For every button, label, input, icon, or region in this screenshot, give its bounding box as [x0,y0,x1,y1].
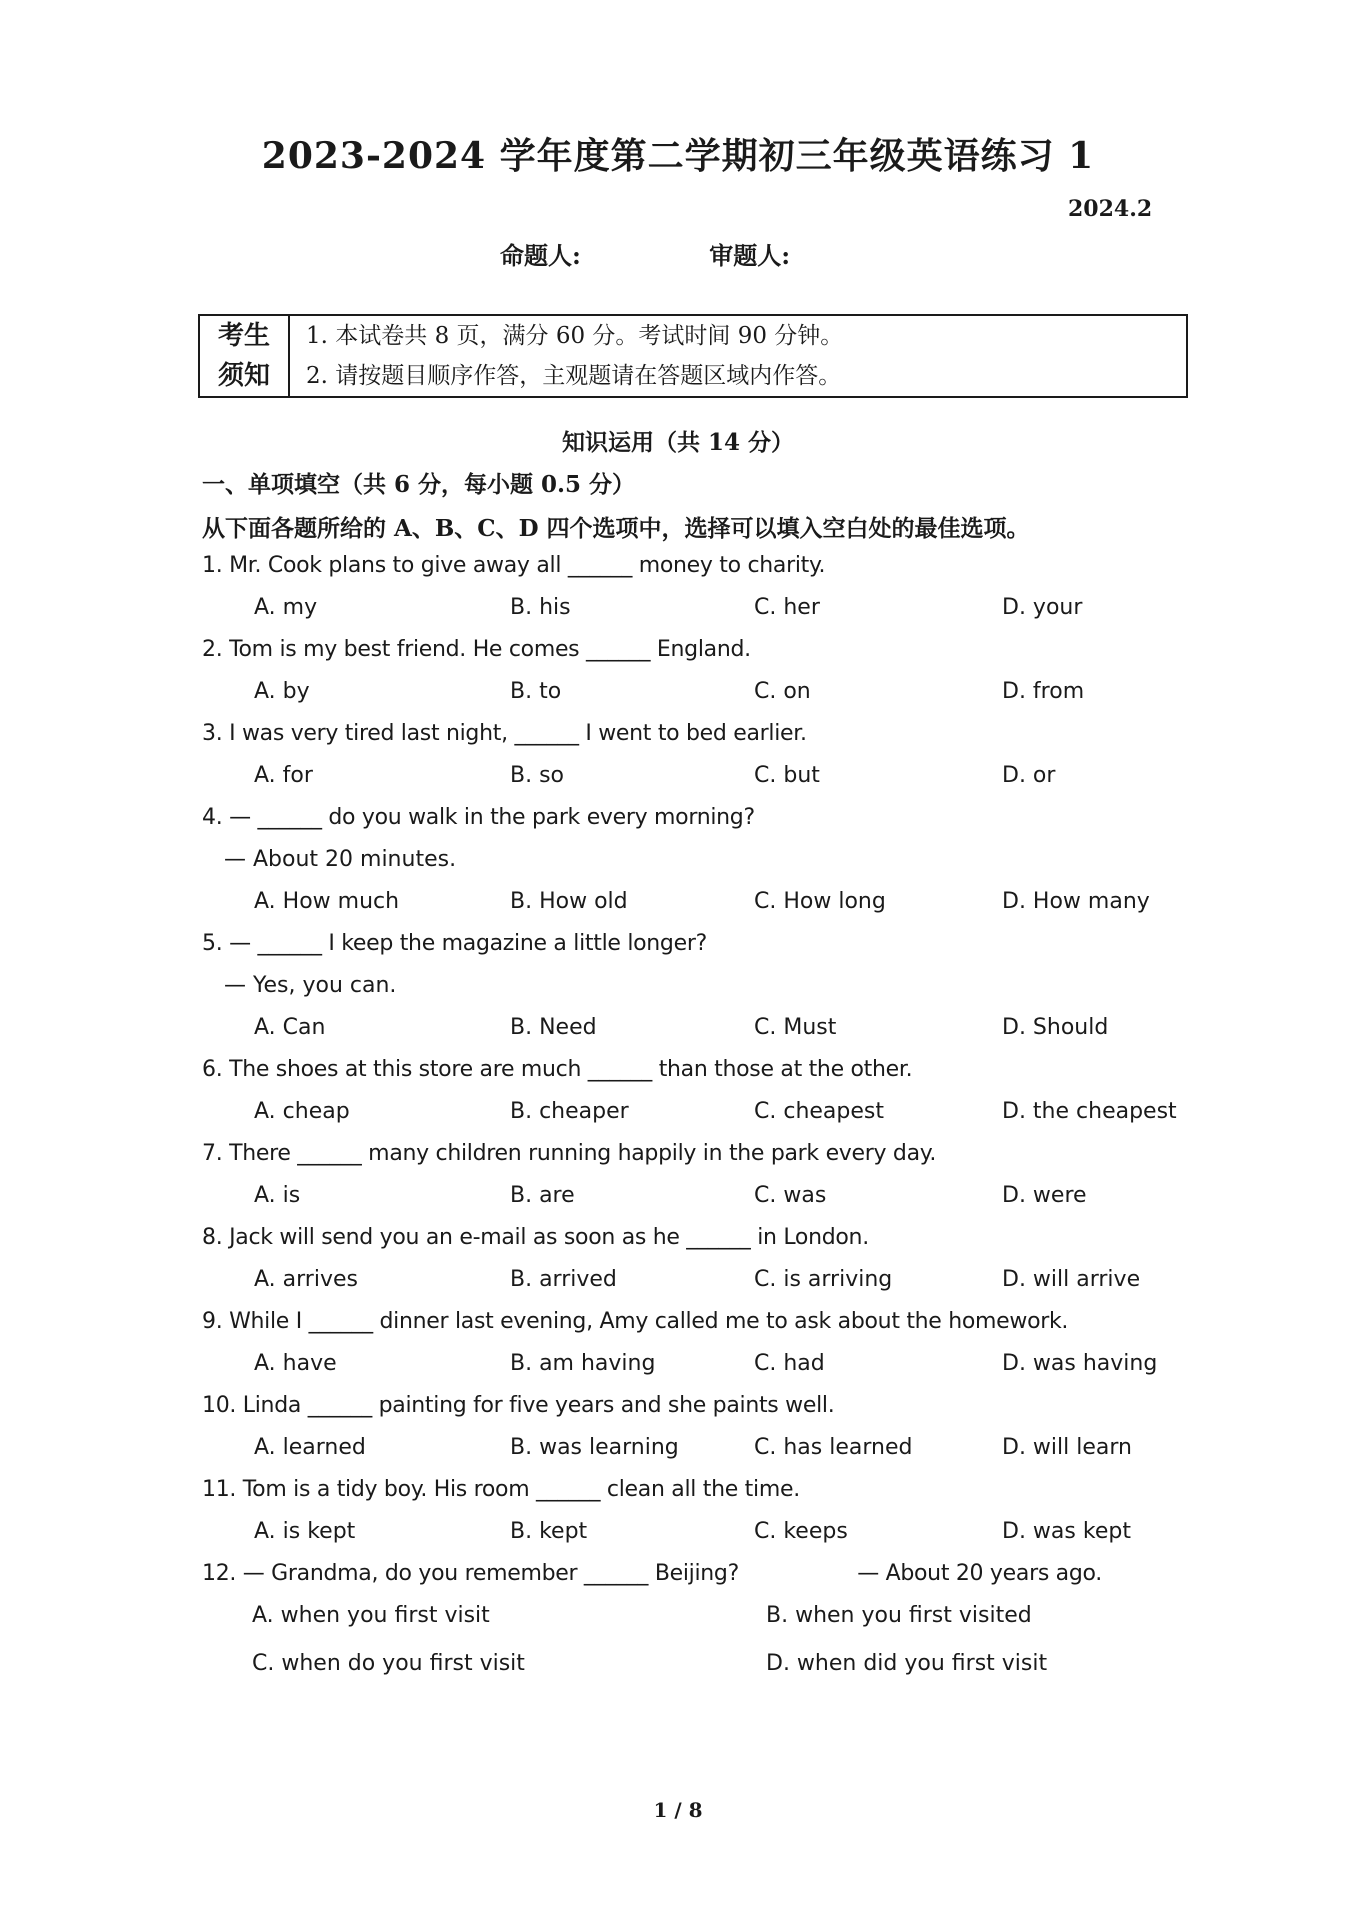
question [202,1306,1202,1390]
question [202,1138,1202,1222]
question-stem: 3. I was very tired last night, ______ I went to bed earlier. [202,721,807,746]
notice-label-line2: 须知 [217,361,270,391]
question-options [202,1096,1202,1138]
option-d: D. was kept [1002,1519,1131,1544]
question-stem: 6. The shoes at this store are much ______ than those at the other. [202,1057,913,1082]
option-b: B. are [510,1183,575,1208]
question-stem: 10. Linda ______ painting for five years and she paints well. [202,1393,835,1418]
option-c: C. has learned [754,1435,913,1460]
option-a: A. when you first visit [252,1603,490,1628]
question [202,718,1202,802]
question [202,634,1202,718]
option-c: C. was [754,1183,827,1208]
question [202,928,1202,1054]
question [202,1222,1202,1306]
notice-item: 2. 请按题目顺序作答，主观题请在答题区域内作答。 [306,363,842,389]
option-a: A. How much [254,889,400,914]
option-c: C. cheapest [754,1099,884,1124]
question-stem [202,1558,1202,1600]
option-a: A. for [254,763,313,788]
option-a: A. have [254,1351,337,1376]
option-d: D. How many [1002,889,1150,914]
option-c: C. on [754,679,811,704]
option-b: B. to [510,679,562,704]
question-options [202,886,1202,928]
option-a: A. cheap [254,1099,350,1124]
question-stem: 9. While I ______ dinner last evening, Amy called me to ask about the homework. [202,1309,1069,1334]
question-reply: — About 20 minutes. [224,847,457,872]
question-stem: 4. — ______ do you walk in the park every morning? [202,805,755,830]
option-a: A. is [254,1183,301,1208]
section-title: 知识运用（共 14 分） [561,429,795,456]
page-number: 1 / 8 [653,1798,703,1822]
option-b: B. Need [510,1015,597,1040]
option-c: C. Must [754,1015,837,1040]
option-c: C. when do you first visit [252,1651,525,1676]
option-a: A. by [254,679,310,704]
option-a: A. arrives [254,1267,358,1292]
option-a: A. Can [254,1015,326,1040]
option-d: D. will arrive [1002,1267,1141,1292]
option-d: D. Should [1002,1015,1109,1040]
question-stem: 11. Tom is a tidy boy. His room ______ clean all the time. [202,1477,800,1502]
authors-line [500,236,1100,271]
question-options [202,1600,1202,1648]
question-stem: 5. — ______ I keep the magazine a little longer? [202,931,707,956]
option-d: D. the cheapest [1002,1099,1177,1124]
exam-date: 2024.2 [1068,196,1153,222]
question-options [202,1012,1202,1054]
option-b: B. kept [510,1519,588,1544]
option-d: D. when did you first visit [766,1651,1048,1676]
question [202,802,1202,928]
option-b: B. am having [510,1351,656,1376]
option-b: B. cheaper [510,1099,629,1124]
option-a: A. learned [254,1435,366,1460]
option-d: D. were [1002,1183,1087,1208]
notice-label-line1: 考生 [217,321,270,351]
question-options [202,760,1202,802]
question-options [202,1432,1202,1474]
question-stem: 2. Tom is my best friend. He comes ______ England. [202,637,751,662]
question-options [202,676,1202,718]
option-a: A. is kept [254,1519,356,1544]
question [202,1390,1202,1474]
notice-label [200,316,290,396]
question [202,1474,1202,1558]
question-stem: 7. There ______ many children running happily in the park every day. [202,1141,937,1166]
option-d: D. your [1002,595,1083,620]
option-d: D. or [1002,763,1056,788]
option-c: C. but [754,763,820,788]
option-c: C. is arriving [754,1267,893,1292]
option-b: B. was learning [510,1435,679,1460]
option-b: B. so [510,763,565,788]
option-c: C. keeps [754,1519,848,1544]
option-a: A. my [254,595,318,620]
question-options [202,1264,1202,1306]
question [202,550,1202,634]
question-options [202,1516,1202,1558]
instruction: 从下面各题所给的 A、B、C、D 四个选项中，选择可以填入空白处的最佳选项。 [202,515,1030,542]
exam-title: 2023-2024 学年度第二学期初三年级英语练习 1 [261,135,1095,177]
option-b: B. his [510,595,571,620]
question-options [202,1648,1202,1696]
question [202,1054,1202,1138]
option-d: D. from [1002,679,1085,704]
notice-items [290,316,1186,396]
option-c: C. How long [754,889,886,914]
question-list [202,550,1202,1696]
option-b: B. when you first visited [766,1603,1032,1628]
author-label: 命题人: [500,241,581,270]
part-title: 一、单项填空（共 6 分，每小题 0.5 分） [202,471,636,498]
notice-item: 1. 本试卷共 8 页，满分 60 分。考试时间 90 分钟。 [306,323,844,349]
question-12-reply: — About 20 years ago. [857,1561,1102,1586]
question-stem: 1. Mr. Cook plans to give away all ______ money to charity. [202,553,826,578]
option-b: B. How old [510,889,628,914]
question-stem: 8. Jack will send you an e-mail as soon as he ______ in London. [202,1225,869,1250]
question-12-stem: 12. — Grandma, do you remember ______ Beijing? [202,1561,739,1586]
reviewer-label: 审题人: [709,241,791,270]
question-12 [202,1558,1202,1696]
question-reply: — Yes, you can. [224,973,397,998]
option-c: C. had [754,1351,825,1376]
question-options [202,1348,1202,1390]
candidate-notice-box [198,314,1188,398]
question-options [202,1180,1202,1222]
option-d: D. will learn [1002,1435,1132,1460]
option-d: D. was having [1002,1351,1158,1376]
question-options [202,592,1202,634]
option-b: B. arrived [510,1267,617,1292]
option-c: C. her [754,595,820,620]
